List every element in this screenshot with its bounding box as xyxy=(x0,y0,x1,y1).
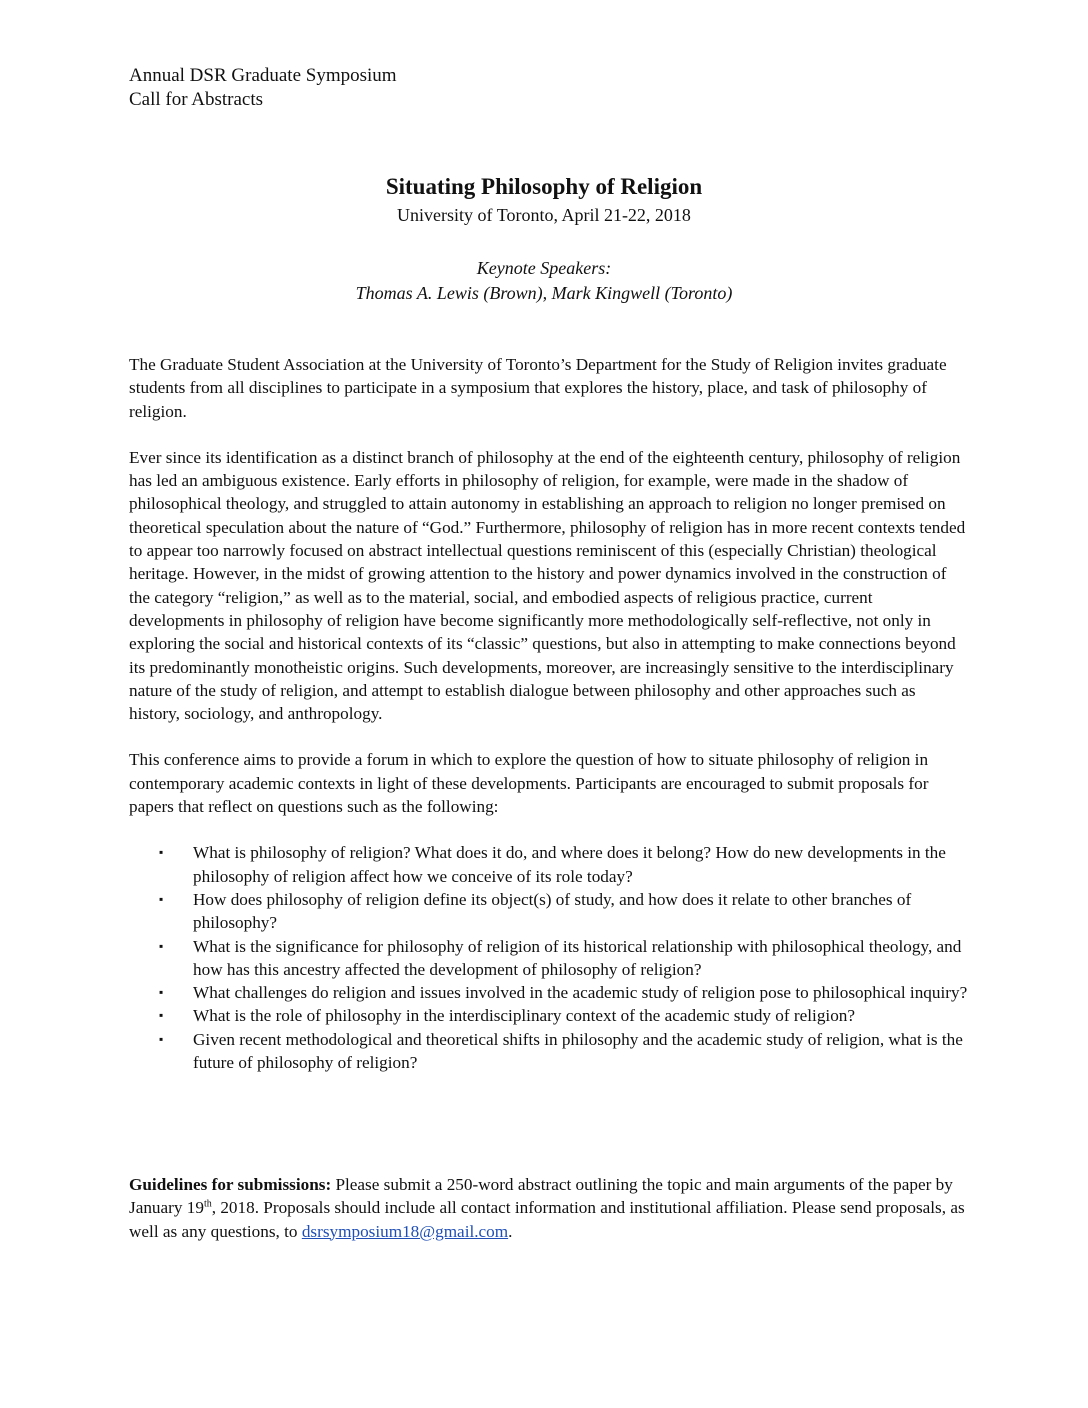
question-text: What is the significance for philosophy of religion of its historical relationship with philosophical theology, and how has this ancestry affected the development of philosophy of religion? xyxy=(193,936,962,979)
document-body xyxy=(129,353,969,1074)
intro-paragraph: The Graduate Student Association at the University of Toronto’s Department for the Study of Religion invites graduate students from all disciplines to participate in a symposium that explores the history, place, and task of philosophy of religion. xyxy=(129,355,947,421)
header-symposium-name: Annual DSR Graduate Symposium xyxy=(129,65,397,86)
list-item xyxy=(129,1028,969,1075)
keynote-block xyxy=(0,256,1088,306)
question-text: How does philosophy of religion define its object(s) of study, and how does it relate to other branches of philosophy? xyxy=(193,889,912,933)
bullet-icon: ▪ xyxy=(159,938,164,953)
background-paragraph: Ever since its identification as a distinct branch of philosophy at the end of the eighteenth century, philosophy of religion has led an ambiguous existence. Early efforts in philosophy of religion, for example, were made in the shadow of philosophical theology, and struggled to attain autonomy in establishing an approach to religion no longer premised on theoretical speculation about the nature of “God.” Furthermore, philosophy of religion has in more recent contexts tended to appear too narrowly focused on abstract intellectual questions reminiscent of this (especially Christian) theological heritage. However, in the midst of growing attention to the history and power dynamics involved in the construction of the category “religion,” as well as to the material, social, and embodied aspects of religious practice, current developments in philosophy of religion have become significantly more methodologically self-reflective, not only in exploring the social and historical contexts of its “classic” questions, but also in attempting to make connections beyond its predominantly monotheistic origins. Such developments, moreover, are increasingly sensitive to the interdisciplinary nature of the study of religion, and attempt to establish dialogue between philosophy and other approaches such as history, sociology, and anthropology. xyxy=(129,447,966,724)
bullet-icon: ▪ xyxy=(159,891,164,906)
question-list xyxy=(129,841,969,1074)
list-item xyxy=(129,1004,969,1027)
guidelines-end-punctuation: . xyxy=(508,1221,513,1241)
question-text: What is philosophy of religion? What does it do, and where does it belong? How do new developments in the philosophy of religion affect how we conceive of its role today? xyxy=(193,843,946,886)
document-subtitle: University of Toronto, April 21-22, 2018 xyxy=(397,205,691,225)
list-item xyxy=(129,935,969,982)
list-item xyxy=(129,981,969,1004)
ordinal-suffix: th xyxy=(203,1198,212,1210)
aims-paragraph: This conference aims to provide a forum in which to explore the question of how to situate philosophy of religion in contemporary academic contexts in light of these developments. Participants are encouraged to submit proposals for papers that reflect on questions such as the following: xyxy=(129,750,929,817)
header-call-for-abstracts: Call for Abstracts xyxy=(129,89,264,110)
keynote-label: Keynote Speakers: xyxy=(476,258,612,278)
guidelines-heading: Guidelines for submissions: xyxy=(129,1175,332,1194)
document-title: Situating Philosophy of Religion xyxy=(385,174,703,199)
question-text: What is the role of philosophy in the interdisciplinary context of the academic study of religion? xyxy=(193,1006,856,1026)
bullet-icon: ▪ xyxy=(159,1031,164,1046)
bullet-icon: ▪ xyxy=(159,985,164,1000)
keynote-names: Thomas A. Lewis (Brown), Mark Kingwell (Toronto) xyxy=(355,283,733,303)
list-item xyxy=(129,888,969,935)
guidelines-text-part2: , 2018. Proposals should include all contact information and institutional affiliation. Please send proposals, as well as any questions, to xyxy=(129,1198,965,1241)
list-item xyxy=(129,841,969,888)
document-header xyxy=(129,64,397,112)
title-block xyxy=(0,172,1088,228)
contact-email-link[interactable]: dsrsymposium18@gmail.com xyxy=(301,1221,509,1241)
bullet-icon: ▪ xyxy=(159,1008,164,1023)
question-text: Given recent methodological and theoretical shifts in philosophy and the academic study of religion, what is the future of philosophy of religion? xyxy=(193,1029,963,1073)
bullet-icon: ▪ xyxy=(159,845,164,860)
submission-guidelines xyxy=(129,1173,969,1243)
question-text: What challenges do religion and issues involved in the academic study of religion pose to philosophical inquiry? xyxy=(193,983,968,1003)
guidelines-text-part1: Please submit a 250-word abstract outlining the topic and main arguments of the paper by January 19 xyxy=(129,1175,953,1218)
